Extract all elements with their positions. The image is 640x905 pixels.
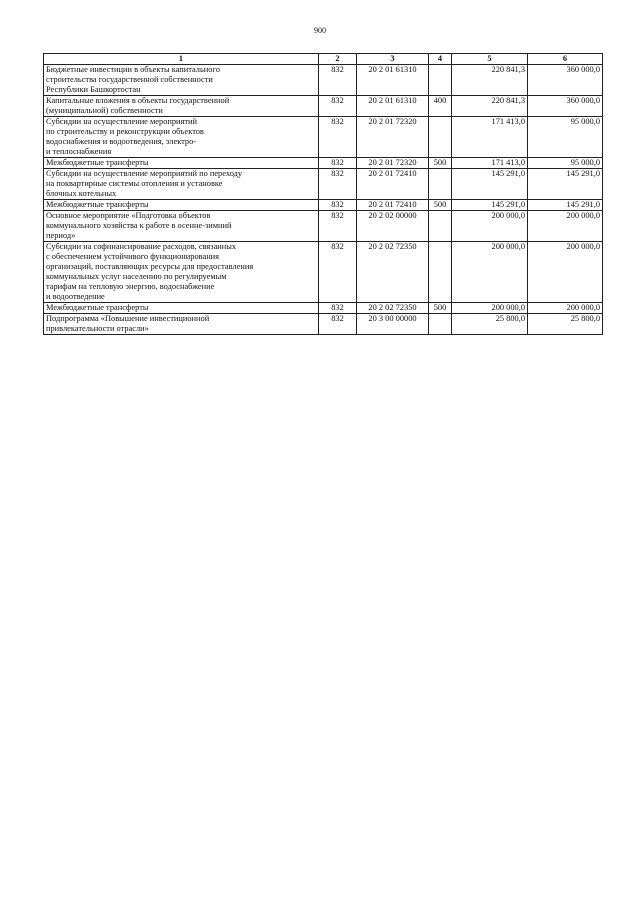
column-header-3: 3 <box>357 54 429 65</box>
row-ministry-code: 832 <box>319 242 357 303</box>
row-amount-1: 200 000,0 <box>452 242 528 303</box>
table-row <box>44 200 603 211</box>
row-expense-type: 400 <box>429 96 452 117</box>
row-ministry-code: 832 <box>319 96 357 117</box>
row-expense-type <box>429 169 452 200</box>
row-expense-type <box>429 242 452 303</box>
row-amount-1: 145 291,0 <box>452 200 528 211</box>
column-header-4: 4 <box>429 54 452 65</box>
row-ministry-code: 832 <box>319 303 357 314</box>
row-expense-type <box>429 314 452 335</box>
row-amount-2: 200 000,0 <box>528 211 603 242</box>
row-amount-1: 171 413,0 <box>452 117 528 158</box>
table-header-row <box>44 54 603 65</box>
row-ministry-code: 832 <box>319 169 357 200</box>
row-expense-type: 500 <box>429 200 452 211</box>
table-row <box>44 303 603 314</box>
row-amount-2: 360 000,0 <box>528 65 603 96</box>
row-expense-type: 500 <box>429 158 452 169</box>
row-ministry-code: 832 <box>319 65 357 96</box>
row-amount-2: 360 000,0 <box>528 96 603 117</box>
row-ministry-code: 832 <box>319 158 357 169</box>
column-header-6: 6 <box>528 54 603 65</box>
row-ministry-code: 832 <box>319 211 357 242</box>
row-name: Межбюджетные трансферты <box>44 303 319 314</box>
row-target-code: 20 2 01 72320 <box>357 158 429 169</box>
row-name: Капитальные вложения в объекты государственной (муниципальной) собственности <box>44 96 319 117</box>
row-amount-2: 200 000,0 <box>528 242 603 303</box>
row-name: Субсидии на софинансирование расходов, связанных с обеспечением устойчивого функционирования организаций, поставляющих ресурсы для предоставления коммунальных услуг населению по регулируемым тарифам на тепловую энергию, водоснабжение и водоотведение <box>44 242 319 303</box>
row-target-code: 20 2 01 61310 <box>357 96 429 117</box>
column-header-1: 1 <box>44 54 319 65</box>
row-target-code: 20 2 02 72350 <box>357 303 429 314</box>
row-expense-type <box>429 65 452 96</box>
row-target-code: 20 2 01 72410 <box>357 169 429 200</box>
row-name: Субсидии на осуществление мероприятий по переходу на поквартирные системы отопления и установке блочных котельных <box>44 169 319 200</box>
table-row <box>44 65 603 96</box>
row-target-code: 20 2 01 72320 <box>357 117 429 158</box>
table-row <box>44 96 603 117</box>
row-amount-1: 220 841,3 <box>452 96 528 117</box>
row-amount-1: 25 800,0 <box>452 314 528 335</box>
row-target-code: 20 2 01 61310 <box>357 65 429 96</box>
row-name: Межбюджетные трансферты <box>44 200 319 211</box>
table-row <box>44 211 603 242</box>
row-amount-2: 25 800,0 <box>528 314 603 335</box>
row-expense-type <box>429 117 452 158</box>
table-row <box>44 314 603 335</box>
row-amount-1: 200 000,0 <box>452 303 528 314</box>
row-name: Бюджетные инвестиции в объекты капитального строительства государственной собственности Республики Башкортостан <box>44 65 319 96</box>
page-number: 900 <box>314 26 326 35</box>
column-header-2: 2 <box>319 54 357 65</box>
row-amount-1: 171 413,0 <box>452 158 528 169</box>
row-amount-1: 200 000,0 <box>452 211 528 242</box>
row-amount-2: 95 000,0 <box>528 158 603 169</box>
row-target-code: 20 2 02 72350 <box>357 242 429 303</box>
table-row <box>44 242 603 303</box>
row-amount-2: 145 291,0 <box>528 200 603 211</box>
table-row <box>44 169 603 200</box>
row-ministry-code: 832 <box>319 314 357 335</box>
row-amount-2: 95 000,0 <box>528 117 603 158</box>
table-row <box>44 158 603 169</box>
row-target-code: 20 3 00 00000 <box>357 314 429 335</box>
row-target-code: 20 2 02 00000 <box>357 211 429 242</box>
row-expense-type: 500 <box>429 303 452 314</box>
row-name: Основное мероприятие «Подготовка объектов коммунального хозяйства к работе в осенне-зимний период» <box>44 211 319 242</box>
row-name: Межбюджетные трансферты <box>44 158 319 169</box>
row-ministry-code: 832 <box>319 200 357 211</box>
row-amount-2: 145 291,0 <box>528 169 603 200</box>
row-ministry-code: 832 <box>319 117 357 158</box>
table-row <box>44 117 603 158</box>
column-header-5: 5 <box>452 54 528 65</box>
row-name: Субсидии на осуществление мероприятий по строительству и реконструкции объектов водоснабжения и водоотведения, электро- и теплоснабжения <box>44 117 319 158</box>
row-target-code: 20 2 01 72410 <box>357 200 429 211</box>
row-name: Подпрограмма «Повышение инвестиционной привлекательности отрасли» <box>44 314 319 335</box>
row-expense-type <box>429 211 452 242</box>
row-amount-1: 145 291,0 <box>452 169 528 200</box>
row-amount-2: 200 000,0 <box>528 303 603 314</box>
row-amount-1: 220 841,3 <box>452 65 528 96</box>
budget-table <box>43 53 603 335</box>
